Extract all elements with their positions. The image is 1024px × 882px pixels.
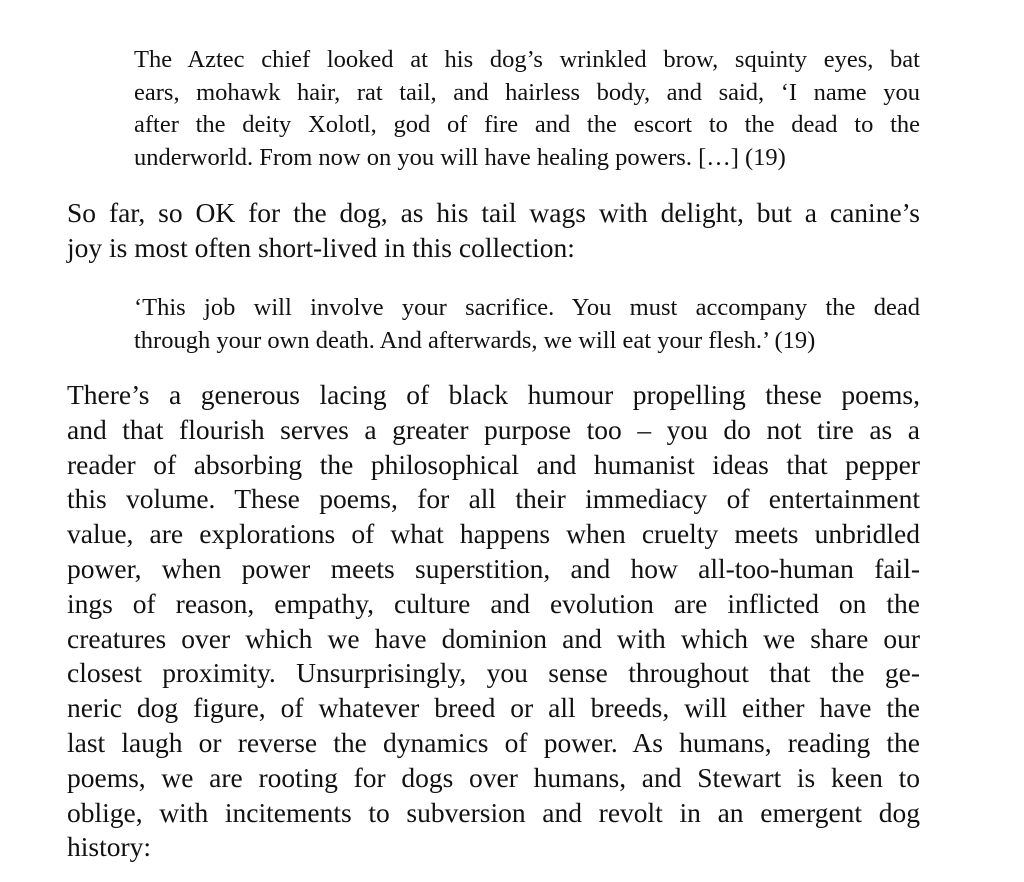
paragraph-1 xyxy=(67,196,920,266)
text-line: last laugh or reverse the dynamics of power. As humans, reading the xyxy=(67,726,920,758)
text-line: poems, we are rooting for dogs over humans, and Stewart is keen to xyxy=(67,761,920,793)
block-quote-2 xyxy=(134,292,920,357)
block-quote-1 xyxy=(134,44,920,174)
text-line: ‘This job will involve your sacrifice. You must accompany the dead xyxy=(134,294,920,321)
text-line: history: xyxy=(67,831,152,863)
text-line: reader of absorbing the philosophical and humanist ideas that pepper xyxy=(67,448,920,480)
text-line: power, when power meets superstition, and how all-too-human fail- xyxy=(67,552,920,584)
text-line: joy is most often short-lived in this collection: xyxy=(67,231,575,263)
text-line: closest proximity. Unsurprisingly, you sense throughout that the ge- xyxy=(67,657,920,689)
text-line: and that flourish serves a greater purpose too – you do not tire as a xyxy=(67,413,920,445)
text-line: creatures over which we have dominion and with which we share our xyxy=(67,622,920,654)
text-line: this volume. These poems, for all their immediacy of entertainment xyxy=(67,483,920,515)
text-line: ings of reason, empathy, culture and evolution are inflicted on the xyxy=(67,587,920,619)
text-line: through your own death. And afterwards, we will eat your flesh.’ (19) xyxy=(134,326,816,354)
text-line: value, are explorations of what happens when cruelty meets unbridled xyxy=(67,518,920,550)
text-line: There’s a generous lacing of black humour propelling these poems, xyxy=(67,379,920,410)
paragraph-2 xyxy=(67,378,920,865)
text-line: neric dog figure, of whatever breed or all breeds, will either have the xyxy=(67,692,920,724)
text-line: The Aztec chief looked at his dog’s wrinkled brow, squinty eyes, bat xyxy=(134,46,920,73)
text-line: So far, so OK for the dog, as his tail wags with delight, but a canine’s xyxy=(67,197,920,228)
text-line: ears, mohawk hair, rat tail, and hairless body, and said, ‘I name you xyxy=(134,78,920,106)
text-line: underworld. From now on you will have healing powers. […] (19) xyxy=(134,143,786,171)
text-line: after the deity Xolotl, god of fire and the escort to the dead to the xyxy=(134,111,920,139)
text-line: oblige, with incitements to subversion and revolt in an emergent dog xyxy=(67,796,920,828)
